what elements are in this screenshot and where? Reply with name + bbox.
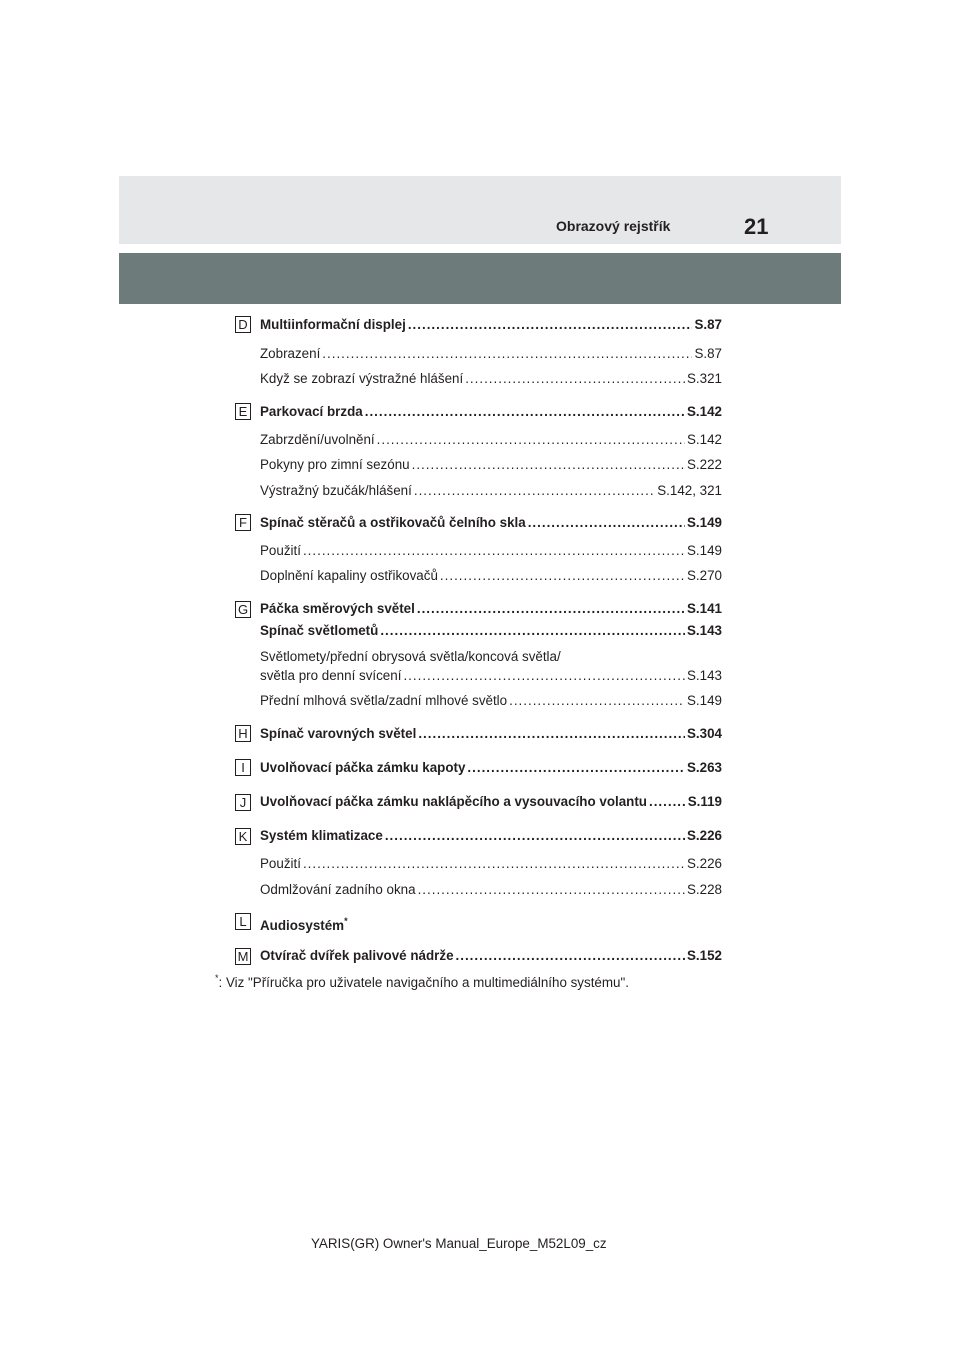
letter-box-g: G bbox=[235, 601, 251, 618]
entry-label: Odmlžování zadního okna bbox=[260, 882, 416, 897]
letter-box-f: F bbox=[235, 514, 251, 531]
entry-label: Otvírač dvířek palivové nádrže bbox=[260, 948, 454, 963]
entry-label: Audiosystém* bbox=[260, 916, 348, 933]
index-entry[interactable] bbox=[260, 726, 722, 742]
entry-page: S.142, 321 bbox=[657, 483, 722, 498]
entry-page: S.270 bbox=[687, 568, 722, 583]
asterisk-mark: * bbox=[344, 916, 348, 926]
index-subentry[interactable] bbox=[260, 668, 722, 684]
letter-box-l: L bbox=[235, 913, 251, 930]
entry-page: S.304 bbox=[687, 726, 722, 741]
entry-label: Parkovací brzda bbox=[260, 404, 363, 419]
section-title: Obrazový rejstřík bbox=[556, 218, 671, 234]
index-subentry[interactable] bbox=[260, 432, 722, 448]
index-entry[interactable] bbox=[260, 913, 722, 934]
entry-label: Spínač stěračů a ostřikovačů čelního skla bbox=[260, 515, 526, 530]
entry-label: Zabrzdění/uvolnění bbox=[260, 432, 375, 447]
index-subentry[interactable] bbox=[260, 371, 722, 387]
index-subentry[interactable] bbox=[260, 568, 722, 584]
entry-page: S.149 bbox=[687, 693, 722, 708]
letter-box-h: H bbox=[235, 725, 251, 742]
footnote bbox=[215, 973, 629, 990]
index-entry[interactable] bbox=[260, 760, 722, 776]
index-entry[interactable] bbox=[260, 623, 722, 639]
page-number: 21 bbox=[744, 214, 769, 239]
entry-page: S.263 bbox=[687, 760, 722, 775]
entry-label: Použití bbox=[260, 856, 301, 871]
letter-box-m: M bbox=[235, 948, 251, 965]
entry-label: Uvolňovací páčka zámku kapoty bbox=[260, 760, 466, 775]
entry-page: S.141 bbox=[687, 601, 722, 616]
index-subentry[interactable] bbox=[260, 882, 722, 898]
letter-box-d: D bbox=[235, 316, 251, 333]
entry-label: Výstražný bzučák/hlášení bbox=[260, 483, 412, 498]
entry-label: Uvolňovací páčka zámku naklápěcího a vysouvacího volantu bbox=[260, 794, 647, 809]
entry-page: S.321 bbox=[687, 371, 722, 386]
entry-label: světla pro denní svícení bbox=[260, 668, 402, 683]
index-subentry[interactable] bbox=[260, 346, 722, 362]
entry-page: S.152 bbox=[687, 948, 722, 963]
footnote-mark: * bbox=[215, 973, 219, 983]
entry-label: Když se zobrazí výstražné hlášení bbox=[260, 371, 464, 386]
entry-label: Použití bbox=[260, 543, 301, 558]
entry-page: S.87 bbox=[694, 317, 722, 332]
entry-label: Spínač světlometů bbox=[260, 623, 379, 638]
index-entry[interactable] bbox=[260, 515, 722, 531]
letter-box-j: J bbox=[235, 794, 251, 811]
letter-box-e: E bbox=[235, 403, 251, 420]
entry-label: Pokyny pro zimní sezónu bbox=[260, 457, 410, 472]
entry-page: S.142 bbox=[687, 404, 722, 419]
index-subentry[interactable] bbox=[260, 457, 722, 473]
entry-page: S.119 bbox=[687, 794, 722, 809]
index-subentry[interactable] bbox=[260, 693, 722, 709]
footnote-text: : Viz "Příručka pro uživatele navigačního a multimediálního systému". bbox=[218, 975, 629, 990]
index-entry[interactable] bbox=[260, 601, 722, 617]
entry-page: S.87 bbox=[694, 346, 722, 361]
entry-page: S.222 bbox=[687, 457, 722, 472]
entry-page: S.149 bbox=[687, 515, 722, 530]
entry-page: S.143 bbox=[687, 623, 722, 638]
entry-label: Spínač varovných světel bbox=[260, 726, 417, 741]
index-subentry-line1 bbox=[260, 649, 722, 665]
entry-page: S.143 bbox=[687, 668, 722, 683]
entry-label: Zobrazení bbox=[260, 346, 321, 361]
entry-page: S.142 bbox=[687, 432, 722, 447]
index-entry[interactable] bbox=[260, 794, 722, 810]
index-subentry[interactable] bbox=[260, 856, 722, 872]
footer-text: YARIS(GR) Owner's Manual_Europe_M52L09_cz bbox=[311, 1236, 607, 1251]
index-entry[interactable] bbox=[260, 404, 722, 420]
letter-box-k: K bbox=[235, 828, 251, 845]
entry-page: S.226 bbox=[687, 856, 722, 871]
entry-label: Přední mlhová světla/zadní mlhové světlo bbox=[260, 693, 508, 708]
index-entry[interactable] bbox=[260, 828, 722, 844]
index-subentry[interactable] bbox=[260, 483, 722, 499]
index-subentry[interactable] bbox=[260, 543, 722, 559]
entry-page: S.149 bbox=[687, 543, 722, 558]
letter-box-i: I bbox=[235, 759, 251, 776]
entry-page: S.228 bbox=[687, 882, 722, 897]
entry-label: Systém klimatizace bbox=[260, 828, 383, 843]
entry-label-line1: Světlomety/přední obrysová světla/koncová světla/ bbox=[260, 649, 561, 664]
index-entry[interactable] bbox=[260, 948, 722, 964]
entry-page: S.226 bbox=[687, 828, 722, 843]
index-entry[interactable] bbox=[260, 317, 722, 333]
entry-label: Multiinformační displej bbox=[260, 317, 406, 332]
entry-label: Doplnění kapaliny ostřikovačů bbox=[260, 568, 438, 583]
entry-label: Páčka směrových světel bbox=[260, 601, 415, 616]
